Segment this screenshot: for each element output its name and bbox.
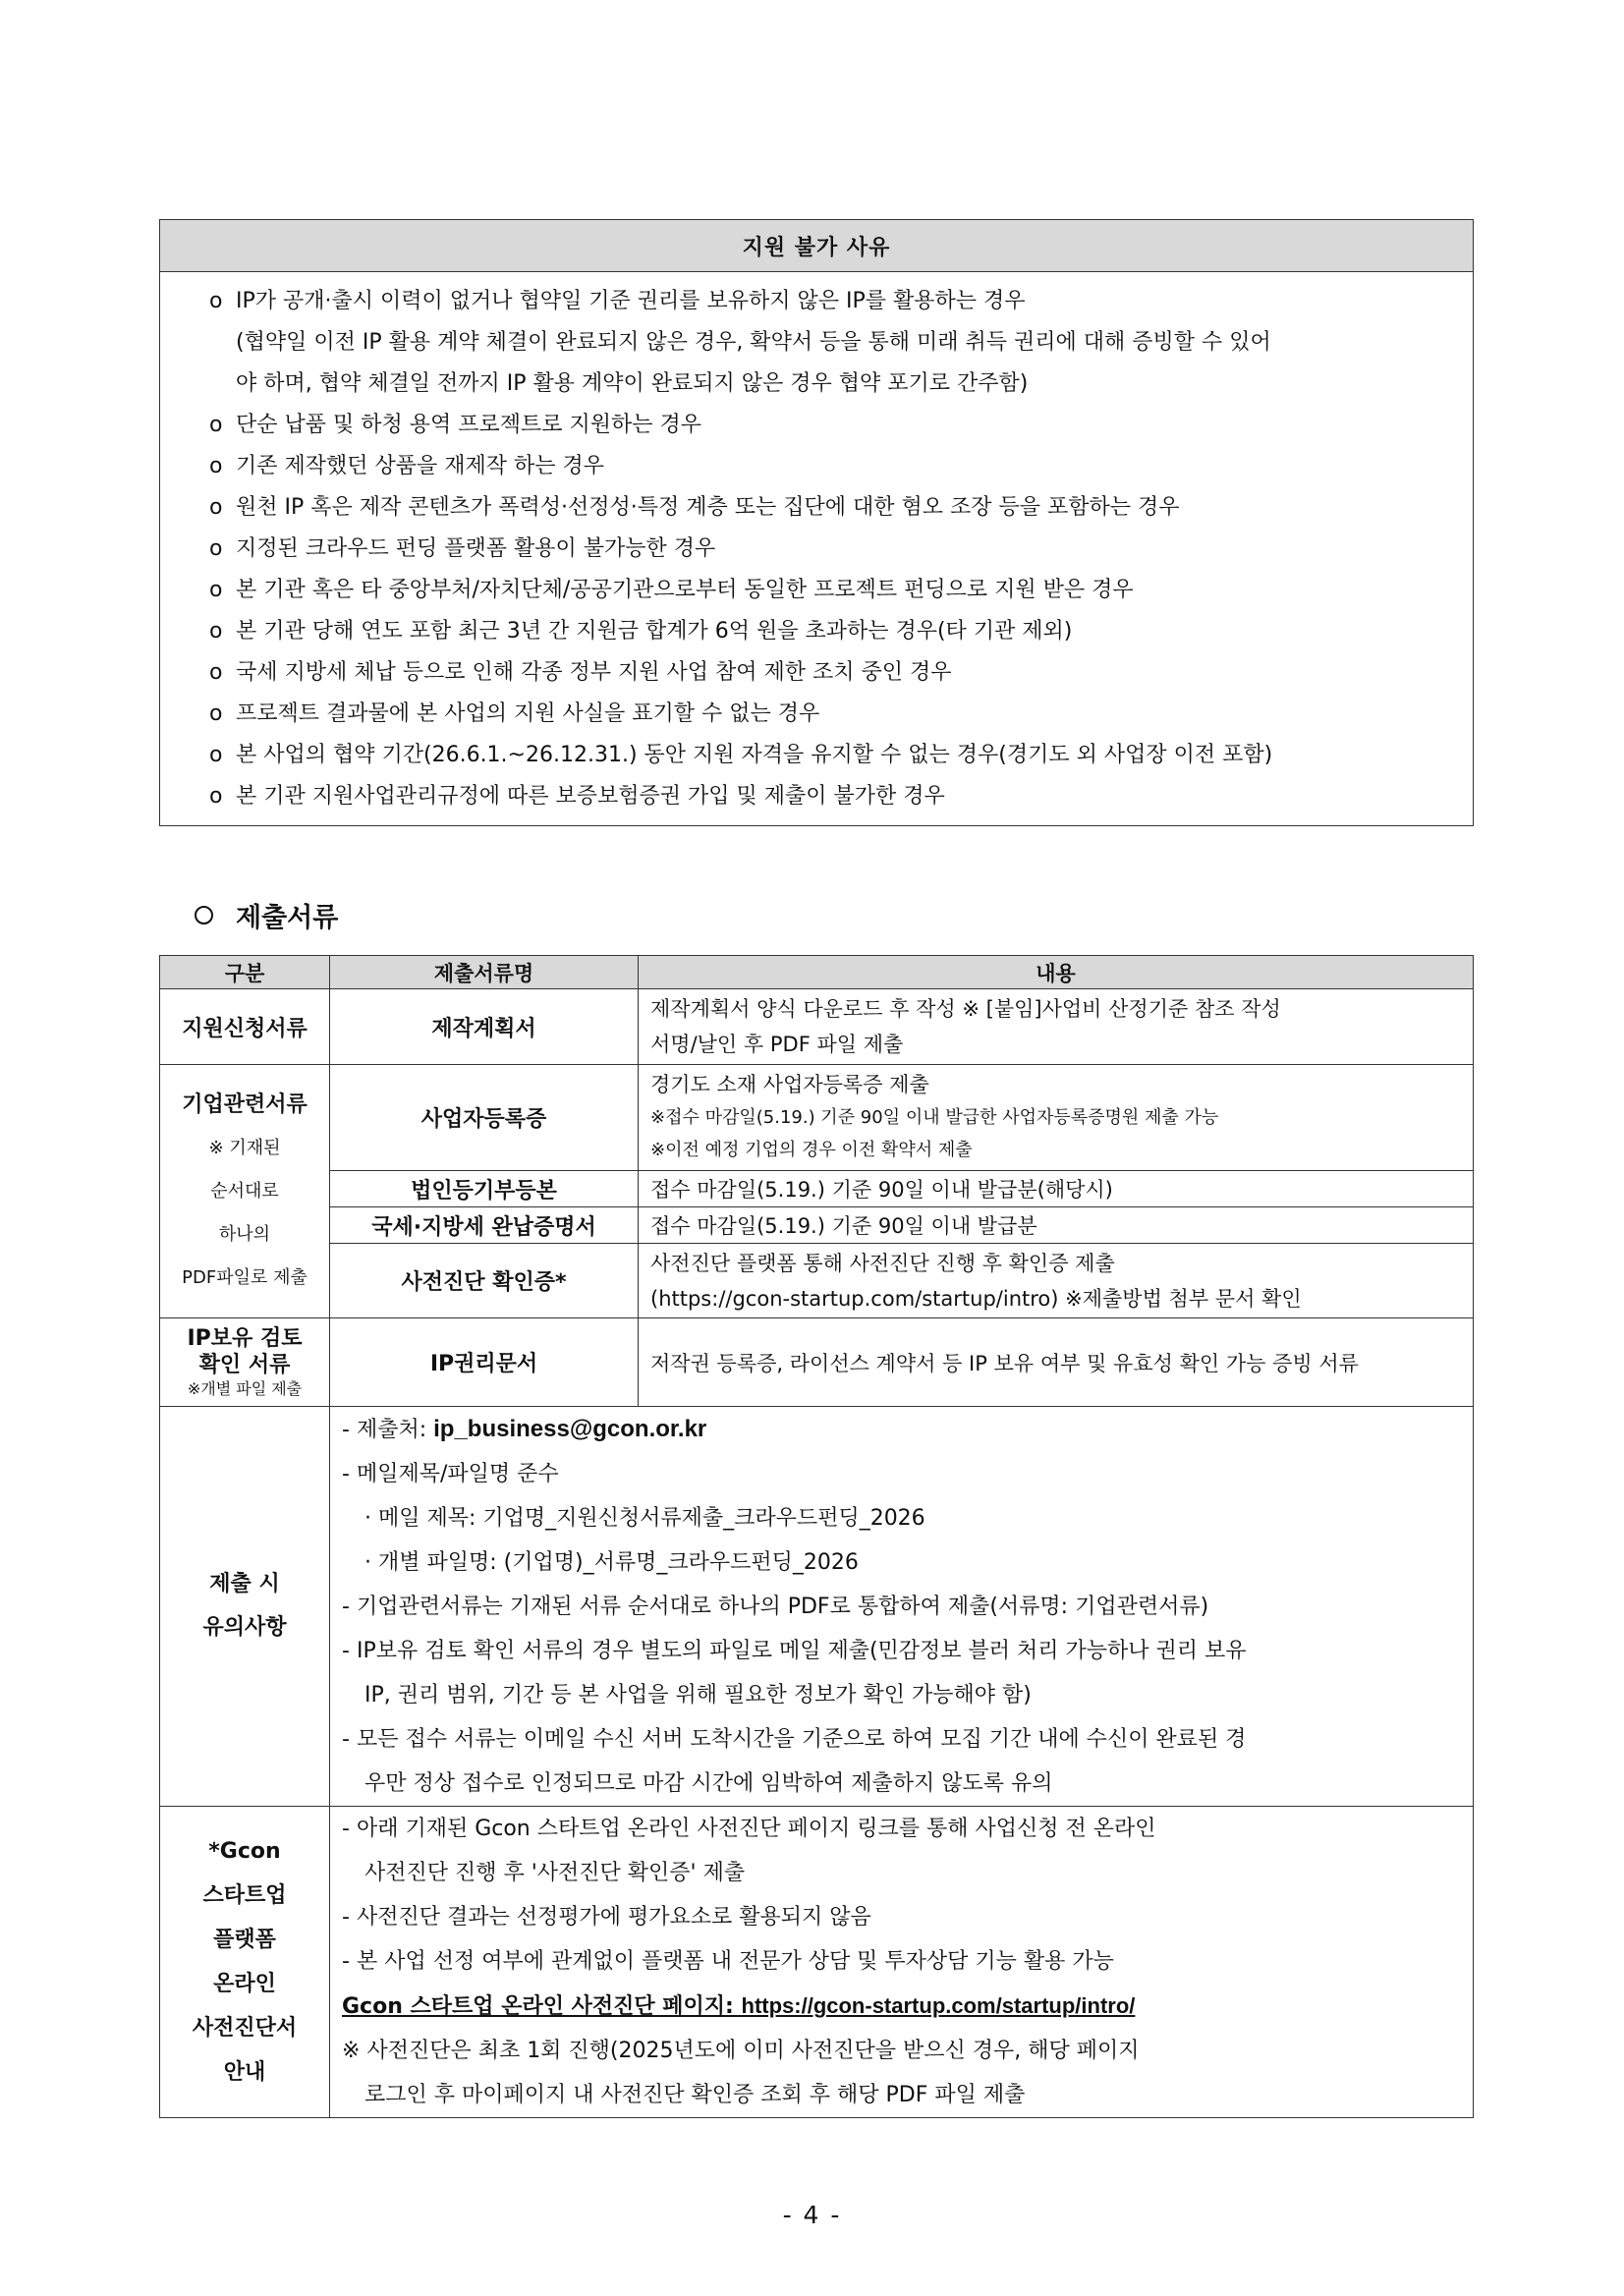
note-receipt: - 모든 접수 서류는 이메일 수신 서버 도착시간을 기준으로 하여 모집 기간 내에 수신이 완료된 경 (342, 1727, 1247, 1752)
document-name: 법인등기부등본 (330, 1171, 639, 1207)
item-text: IP가 공개·출시 이력이 없거나 협약일 기준 권리를 보유하지 않은 IP를 활용하는 경우 (236, 289, 1026, 313)
category-title: IP보유 검토 (187, 1325, 303, 1351)
reference-mark-icon: ※ (342, 2039, 361, 2063)
ineligibility-item (209, 652, 1463, 694)
category-gcon (160, 1807, 330, 2118)
category-title: 기업관련서류 (182, 1092, 308, 1117)
item-text: 지정된 크라우드 펀딩 플랫폼 활용이 불가능한 경우 (236, 536, 716, 561)
category-title: 제출 시 (209, 1572, 280, 1596)
category-note: PDF파일로 제출 (182, 1266, 308, 1288)
document-content: 저작권 등록증, 라이선스 계약서 등 IP 보유 여부 및 유효성 확인 가능 증빙 서류 (639, 1318, 1474, 1407)
item-text: 기존 제작했던 상품을 재제작 하는 경우 (236, 454, 604, 478)
ineligibility-item (209, 611, 1463, 652)
note-mail-subject: · 메일 제목: 기업명_지원신청서류제출_크라우드펀딩_2026 (364, 1506, 925, 1531)
bullet-icon: o (209, 784, 223, 809)
gcon-line: - 본 사업 선정 여부에 관계없이 플랫폼 내 전문가 상담 및 투자상담 기능 활용 가능 (342, 1949, 1114, 1974)
bullet-icon: o (209, 454, 223, 478)
ineligibility-item (209, 694, 1463, 735)
document-name: 사전진단 확인증* (330, 1244, 639, 1318)
section-heading (195, 896, 338, 934)
gcon-link-line[interactable]: Gcon 스타트업 온라인 사전진단 페이지: https://gcon-startup.com/startup/intro/ (342, 1993, 1136, 2019)
note-merge: - 기업관련서류는 기재된 서류 순서대로 하나의 PDF로 통합하여 제출(서류명: 기업관련서류) (342, 1595, 1209, 1619)
content-line: (https://gcon-startup.com/startup/intro) ※제출방법 첨부 문서 확인 (650, 1286, 1302, 1311)
item-text: 프로젝트 결과물에 본 사업의 지원 사실을 표기할 수 없는 경우 (236, 701, 820, 726)
section-title: 제출서류 (236, 903, 339, 933)
item-text: 국세 지방세 체납 등으로 인해 각종 정부 지원 사업 참여 제한 조치 중인 경우 (236, 660, 952, 685)
item-text: 본 기관 당해 연도 포함 최근 3년 간 지원금 합계가 6억 원을 초과하는 경우(타 기관 제외) (236, 619, 1073, 644)
item-text: 본 사업의 협약 기간(26.6.1.~26.12.31.) 동안 지원 자격을 유지할 수 없는 경우(경기도 외 사업장 이전 포함) (236, 743, 1273, 767)
category-note: ※ 기재된 (208, 1137, 281, 1158)
header-document-name: 제출서류명 (330, 956, 639, 989)
bullet-icon: o (209, 536, 223, 561)
table-row (160, 1807, 1474, 2118)
category-ip (160, 1318, 330, 1407)
table-row (160, 1207, 1474, 1244)
page-number: - 4 - (782, 2201, 842, 2229)
table-row (160, 1065, 1474, 1171)
bullet-icon: o (209, 578, 223, 602)
category-note: 하나의 (218, 1223, 271, 1245)
bullet-icon: o (209, 660, 223, 685)
category-application: 지원신청서류 (160, 989, 330, 1065)
item-text: 본 기관 지원사업관리규정에 따른 보증보험증권 가입 및 제출이 불가한 경우 (236, 784, 945, 809)
circle-bullet-icon (195, 906, 213, 924)
note-email: - 제출처: ip_business@gcon.or.kr (342, 1416, 707, 1442)
email-address: ip_business@gcon.or.kr (433, 1416, 707, 1442)
item-text: 본 기관 혹은 타 중앙부처/자치단체/공공기관으로부터 동일한 프로젝트 펀딩으로 지원 받은 경우 (236, 578, 1134, 602)
bullet-icon: o (209, 289, 223, 313)
ineligibility-item (209, 529, 1463, 570)
table-row (160, 1318, 1474, 1407)
note-naming: - 메일제목/파일명 준수 (342, 1462, 559, 1486)
ineligibility-title: 지원 불가 사유 (160, 220, 1473, 272)
table-row (160, 1244, 1474, 1318)
item-text: (협약일 이전 IP 활용 계약 체결이 완료되지 않은 경우, 확약서 등을 통해 미래 취득 권리에 대해 증빙할 수 있어 (236, 330, 1271, 355)
item-text: 원천 IP 혹은 제작 콘텐츠가 폭력성·선정성·특정 계층 또는 집단에 대한 혐오 조장 등을 포함하는 경우 (236, 495, 1180, 520)
header-category: 구분 (160, 956, 330, 989)
bullet-icon: o (209, 619, 223, 644)
item-text: 야 하며, 협약 체결일 전까지 IP 활용 계약이 완료되지 않은 경우 협약 포기로 간주함) (236, 371, 1029, 396)
ineligibility-item (209, 570, 1463, 611)
required-documents-table (159, 955, 1474, 2118)
category-company (160, 1065, 330, 1318)
category-title: 확인 서류 (198, 1352, 291, 1377)
table-row (160, 1407, 1474, 1807)
item-text: 단순 납품 및 하청 용역 프로젝트로 지원하는 경우 (236, 413, 701, 437)
gcon-link[interactable]: https://gcon-startup.com/startup/intro/ (741, 1993, 1136, 2018)
note-file-name: · 개별 파일명: (기업명)_서류명_크라우드펀딩_2026 (364, 1550, 859, 1575)
gcon-guide (330, 1807, 1474, 2118)
document-content (639, 1244, 1474, 1318)
table-header-row (160, 956, 1474, 989)
ineligibility-item (209, 281, 1463, 405)
category-title: 안내 (223, 2060, 266, 2085)
document-name: 제작계획서 (330, 989, 639, 1065)
bullet-icon: o (209, 743, 223, 767)
document-content (639, 1065, 1474, 1171)
bullet-icon: o (209, 495, 223, 520)
ineligibility-item (209, 735, 1463, 776)
content-line: 제작계획서 양식 다운로드 후 작성 ※ [붙임]사업비 산정기준 참조 작성 (650, 997, 1281, 1021)
table-row (160, 989, 1474, 1065)
note-ip: - IP보유 검토 확인 서류의 경우 별도의 파일로 메일 제출(민감정보 블러 처리 가능하나 권리 보유 (342, 1639, 1247, 1663)
category-title: 플랫폼 (213, 1928, 276, 1952)
gcon-line: - 아래 기재된 Gcon 스타트업 온라인 사전진단 페이지 링크를 통해 사업신청 전 온라인 (342, 1817, 1156, 1841)
bullet-icon: o (209, 413, 223, 437)
content-line: ※접수 마감일(5.19.) 기준 90일 이내 발급한 사업자등록증명원 제출 가능 (650, 1107, 1219, 1128)
category-title: 유의사항 (202, 1615, 287, 1640)
category-title: 스타트업 (202, 1883, 287, 1908)
document-content: 접수 마감일(5.19.) 기준 90일 이내 발급분(해당시) (639, 1171, 1474, 1207)
content-line: 경기도 소재 사업자등록증 제출 (650, 1073, 929, 1096)
header-content: 내용 (639, 956, 1474, 989)
document-content (639, 989, 1474, 1065)
note-ip-cont: IP, 권리 범위, 기간 등 본 사업을 위해 필요한 정보가 확인 가능해야 함) (364, 1683, 1032, 1708)
content-line: ※이전 예정 기업의 경우 이전 확약서 제출 (650, 1140, 973, 1160)
content-line: 서명/날인 후 PDF 파일 제출 (650, 1033, 904, 1056)
content-line: 사전진단 플랫폼 통해 사전진단 진행 후 확인증 제출 (650, 1251, 1115, 1275)
gcon-line: - 사전진단 결과는 선정평가에 평가요소로 활용되지 않음 (342, 1905, 871, 1930)
document-name: IP권리문서 (330, 1318, 639, 1407)
note-receipt-cont: 우만 정상 접수로 인정되므로 마감 시간에 임박하여 제출하지 않도록 유의 (364, 1771, 1053, 1796)
ineligibility-item (209, 405, 1463, 446)
gcon-notice: ※ 사전진단은 최초 1회 진행(2025년도에 이미 사전진단을 받으신 경우, 해당 페이지 (342, 2039, 1140, 2063)
ineligibility-box (159, 219, 1474, 826)
gcon-notice-cont: 로그인 후 마이페이지 내 사전진단 확인증 조회 후 해당 PDF 파일 제출 (364, 2083, 1026, 2107)
category-note: 순서대로 (210, 1180, 279, 1202)
document-content: 접수 마감일(5.19.) 기준 90일 이내 발급분 (639, 1207, 1474, 1244)
ineligibility-list (160, 272, 1473, 825)
table-row (160, 1171, 1474, 1207)
ineligibility-item (209, 487, 1463, 529)
ineligibility-item (209, 446, 1463, 487)
gcon-line-cont: 사전진단 진행 후 '사전진단 확인증' 제출 (364, 1861, 746, 1885)
bullet-icon: o (209, 701, 223, 726)
category-note: ※개별 파일 제출 (187, 1378, 303, 1398)
category-title: 온라인 (213, 1972, 276, 1996)
category-title: *Gcon (208, 1839, 281, 1864)
document-name: 국세·지방세 완납증명서 (330, 1207, 639, 1244)
category-notes (160, 1407, 330, 1807)
submission-notes (330, 1407, 1474, 1807)
ineligibility-item (209, 776, 1463, 817)
category-title: 사전진단서 (192, 2016, 298, 2041)
document-name: 사업자등록증 (330, 1065, 639, 1171)
